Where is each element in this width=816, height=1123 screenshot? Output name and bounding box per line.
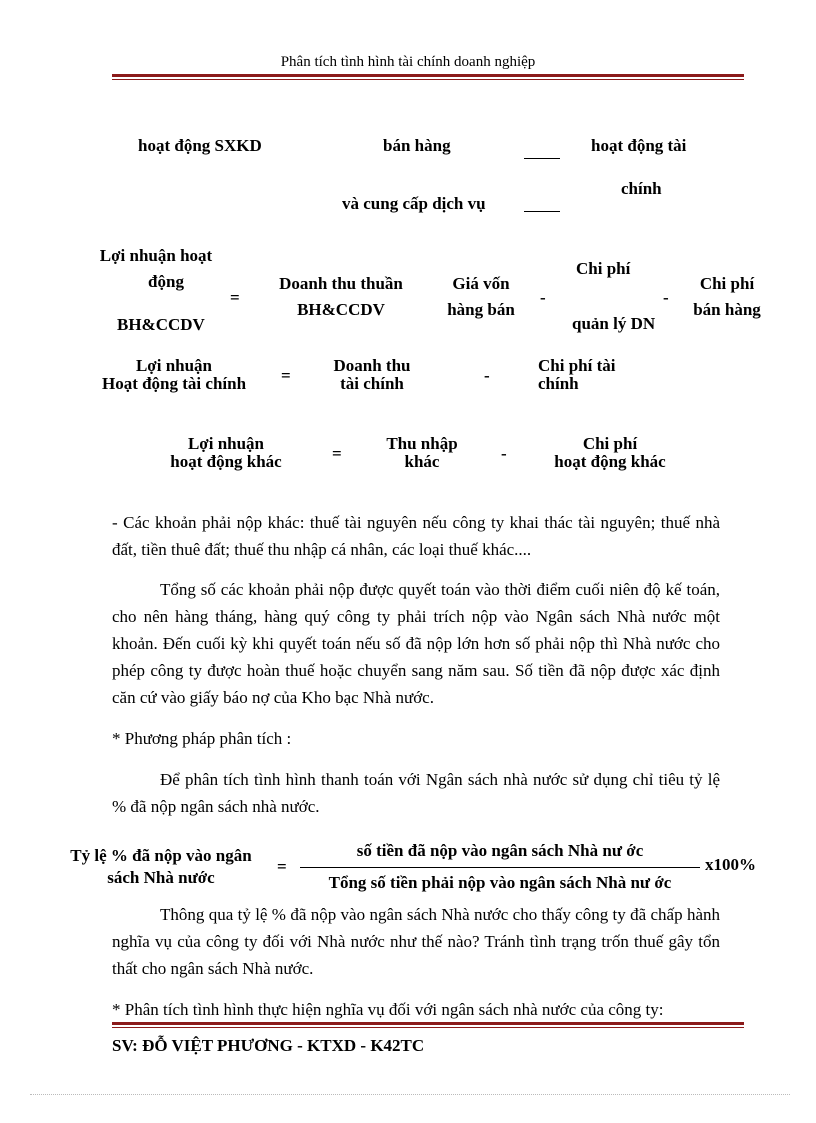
bh-term4-line1: Chi phí (699, 274, 755, 293)
top-term-2: bán hàng (383, 136, 451, 155)
ratio-lhs-line1: Tỷ lệ % đã nộp vào ngân (70, 846, 252, 865)
bh-term2-line2: hàng bán (447, 300, 515, 319)
top-term-1: hoạt động SXKD (138, 136, 262, 155)
footer-student: SV: ĐỖ VIỆT PHƯƠNG - KTXD - K42TC (112, 1036, 425, 1055)
tc-equals: = (281, 366, 291, 385)
ratio-lhs-line2: sách Nhà nước (107, 868, 215, 887)
top-dash-2 (524, 211, 560, 212)
khac-lhs-line2: hoạt động khác (170, 452, 282, 471)
khac-lhs-line1: Lợi nhuận (187, 434, 265, 453)
bh-term3-line2: quản lý DN (572, 314, 656, 333)
page-header-title: Phân tích tình hình tài chính doanh nghiệp (280, 54, 536, 70)
tc-term1-line1: Doanh thu (333, 356, 411, 375)
khac-term1-line1: Thu nhập (386, 434, 458, 453)
bh-lhs-line1: Lợi nhuận hoạt (99, 246, 213, 265)
top-term-3a: hoạt động tài (591, 136, 687, 155)
ratio-fraction-line (300, 867, 700, 868)
ratio-numerator: số tiền đã nộp vào ngân sách Nhà nư ớc (356, 841, 644, 860)
tc-term2-line1: Chi phí tài (538, 356, 616, 375)
bh-term3-line1: Chi phí (576, 259, 631, 278)
tc-lhs-line1: Lợi nhuận (135, 356, 213, 375)
ratio-denominator: Tổng số tiền phải nộp vào ngân sách Nhà nư ớc (328, 873, 672, 892)
bh-minus-2: - (663, 288, 669, 307)
bh-term4-line2: bán hàng (693, 300, 761, 319)
bh-equals: = (230, 288, 240, 307)
khac-equals: = (332, 444, 342, 463)
top-term-3b: chính (621, 179, 662, 198)
paragraph-method-heading: * Phương pháp phân tích : (112, 729, 292, 748)
footer-rule (112, 1022, 744, 1028)
ratio-multiplier: x100% (705, 855, 756, 874)
tc-lhs-line2: Hoạt động tài chính (101, 374, 247, 393)
bh-lhs-line3: BH&CCDV (117, 315, 205, 334)
top-dash-1 (524, 158, 560, 159)
ratio-equals: = (277, 857, 287, 876)
paragraph-conclusion: Thông qua tỷ lệ % đã nộp vào ngân sách Nhà nước cho thấy công ty đã chấp hành nghĩa vụ của công ty đối với Nhà nước như thế nào? Tránh tình trạng trốn thuế gây tổn thất cho ngân sách Nhà nước. (112, 905, 720, 978)
khac-term2-line1: Chi phí (582, 434, 638, 453)
khac-term1-line2: khác (404, 452, 440, 471)
header-rule (112, 74, 744, 80)
bh-term1-line2: BH&CCDV (297, 300, 385, 319)
page-bottom-dotted-line (30, 1094, 790, 1095)
bh-term2-line1: Giá vốn (452, 274, 510, 293)
khac-minus: - (501, 444, 507, 463)
paragraph-method-text: Để phân tích tình hình thanh toán với Ngân sách nhà nước sử dụng chỉ tiêu tỷ lệ % đã nộp ngân sách nhà nước. (112, 770, 720, 816)
tc-minus: - (484, 366, 490, 385)
top-term-2b: và cung cấp dịch vụ (342, 194, 486, 213)
khac-term2-line2: hoạt động khác (554, 452, 666, 471)
paragraph-analysis-heading: * Phân tích tình hình thực hiện nghĩa vụ đối với ngân sách nhà nước của công ty: (112, 1000, 664, 1019)
bh-term1-line1: Doanh thu thuần (279, 274, 403, 293)
paragraph-other-payables: - Các khoản phải nộp khác: thuế tài nguyên nếu công ty khai thác tài nguyên; thuế nhà đất, tiền thuê đất; thuế thu nhập cá nhân, các loại thuế khác.... (112, 513, 720, 559)
tc-term1-line2: tài chính (340, 374, 404, 393)
tc-term2-line2: chính (538, 374, 579, 393)
bh-minus-1: - (540, 288, 546, 307)
bh-lhs-line2: động (148, 272, 184, 291)
paragraph-settlement: Tổng số các khoản phải nộp được quyết toán vào thời điểm cuối niên độ kế toán, cho nên hàng tháng, hàng quý công ty phải trích nộp vào Ngân sách Nhà nước một khoản. Đến cuối kỳ khi quyết toán nếu số đã nộp lớn hơn số phải nộp thì Nhà nước cho phép công ty được hoàn thuế hoặc chuyển sang năm sau. Số tiền đã nộp được xác định căn cứ vào giấy báo nợ của Kho bạc Nhà nước. (112, 580, 720, 707)
